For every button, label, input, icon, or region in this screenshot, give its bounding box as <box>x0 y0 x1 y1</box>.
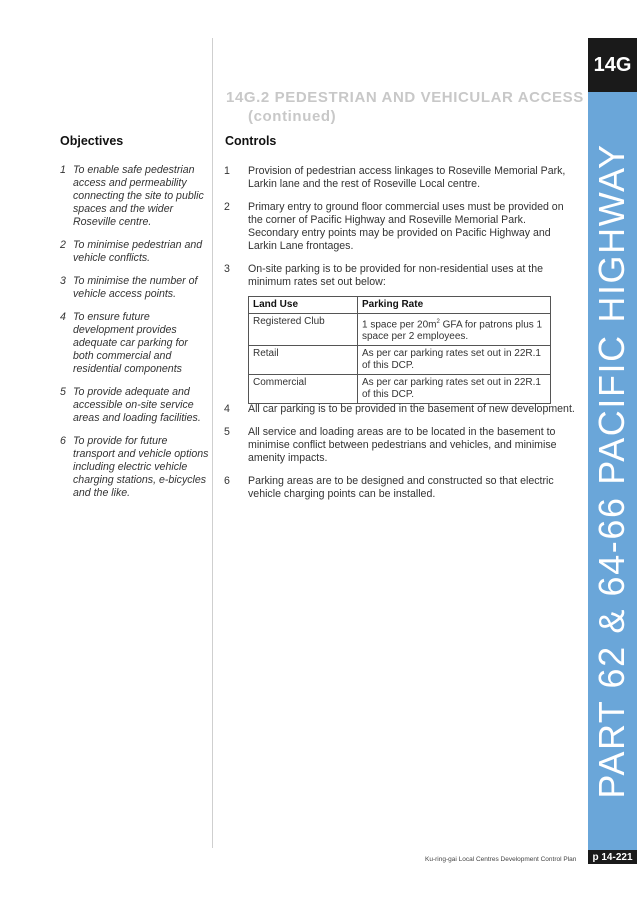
objective-item <box>60 164 210 229</box>
rate-text: 1 space per 20m <box>362 319 437 331</box>
page-number: p 14-221 <box>588 850 637 864</box>
land-use-header: Land Use <box>249 297 358 314</box>
controls-heading: Controls <box>225 134 277 148</box>
section-title-text: 14G.2 PEDESTRIAN AND VEHICULAR ACCESS <box>226 89 584 106</box>
objective-item <box>60 239 210 265</box>
objective-text: To provide for future transport and vehicle options including electric vehicle charging stations, e-bicycles and the like. <box>73 435 209 499</box>
objective-text: To ensure future development provides adequate car parking for both commercial and residential components <box>73 311 188 375</box>
control-number: 3 <box>224 263 230 275</box>
objective-number: 3 <box>60 275 66 287</box>
objective-item <box>60 435 210 500</box>
objective-text: To minimise the number of vehicle access points. <box>73 275 198 300</box>
control-number: 4 <box>224 403 230 415</box>
parking-rate-cell: As per car parking rates set out in 22R.1 of this DCP. <box>358 346 551 375</box>
controls-list-top <box>224 165 576 299</box>
table-row <box>249 375 551 404</box>
control-text: Primary entry to ground floor commercial uses must be provided on the corner of Pacific Highway and Roseville Memorial Park. Secondary entry points may be provided on Pacific Highway and Larkin Lane frontages. <box>248 201 564 252</box>
footer-plan-name: Ku-ring-gai Local Centres Development Control Plan <box>425 856 577 863</box>
table-row <box>249 346 551 375</box>
side-tab <box>588 38 637 850</box>
control-item <box>224 201 576 253</box>
controls-list-bottom <box>224 403 576 511</box>
control-text: On-site parking is to be provided for non-residential uses at the minimum rates set out below: <box>248 263 544 288</box>
control-number: 6 <box>224 475 230 487</box>
vertical-title: PART 62 & 64-66 PACIFIC HIGHWAY <box>591 143 632 799</box>
control-item <box>224 165 576 191</box>
control-item <box>224 403 576 416</box>
table-row <box>249 314 551 346</box>
control-item <box>224 426 576 465</box>
objective-text: To enable safe pedestrian access and permeability connecting the site to public spaces and the wider Roseville centre. <box>73 164 204 228</box>
control-text: All service and loading areas are to be located in the basement to minimise conflict between pedestrians and vehicles, and minimise amenity impacts. <box>248 426 557 464</box>
objectives-heading: Objectives <box>60 134 124 148</box>
vertical-title-bar <box>588 92 637 850</box>
section-title <box>226 88 586 126</box>
part-code-box: 14G <box>588 38 637 92</box>
control-number: 1 <box>224 165 230 177</box>
parking-rate-cell <box>358 314 551 346</box>
control-text: Provision of pedestrian access linkages to Roseville Memorial Park, Larkin lane and the rest of Roseville Local centre. <box>248 165 566 190</box>
control-text: All car parking is to be provided in the basement of new development. <box>248 403 575 415</box>
objective-item <box>60 386 210 425</box>
land-use-cell: Retail <box>249 346 358 375</box>
objective-number: 6 <box>60 435 66 447</box>
land-use-cell: Commercial <box>249 375 358 404</box>
control-item <box>224 263 576 289</box>
rate-superscript: 2 <box>436 319 440 325</box>
objective-text: To minimise pedestrian and vehicle conflicts. <box>73 239 203 264</box>
land-use-cell: Registered Club <box>249 314 358 346</box>
objectives-list <box>60 164 210 510</box>
objective-text: To provide adequate and accessible on-site service areas and loading facilities. <box>73 386 201 424</box>
section-subtitle: (continued) <box>248 108 337 125</box>
objective-item <box>60 275 210 301</box>
objective-number: 4 <box>60 311 66 323</box>
objective-number: 5 <box>60 386 66 398</box>
parking-rate-header: Parking Rate <box>358 297 551 314</box>
control-number: 2 <box>224 201 230 213</box>
control-text: Parking areas are to be designed and constructed so that electric vehicle charging points can be installed. <box>248 475 554 500</box>
objective-item <box>60 311 210 376</box>
parking-rate-cell: As per car parking rates set out in 22R.1 of this DCP. <box>358 375 551 404</box>
column-divider <box>212 38 213 848</box>
table-header-row <box>249 297 551 314</box>
control-item <box>224 475 576 501</box>
control-number: 5 <box>224 426 230 438</box>
rate-text-cont: GFA for patrons plus 1 space per 2 employees. <box>362 319 543 343</box>
objective-number: 2 <box>60 239 66 251</box>
objective-number: 1 <box>60 164 66 176</box>
parking-rate-table <box>248 296 551 404</box>
